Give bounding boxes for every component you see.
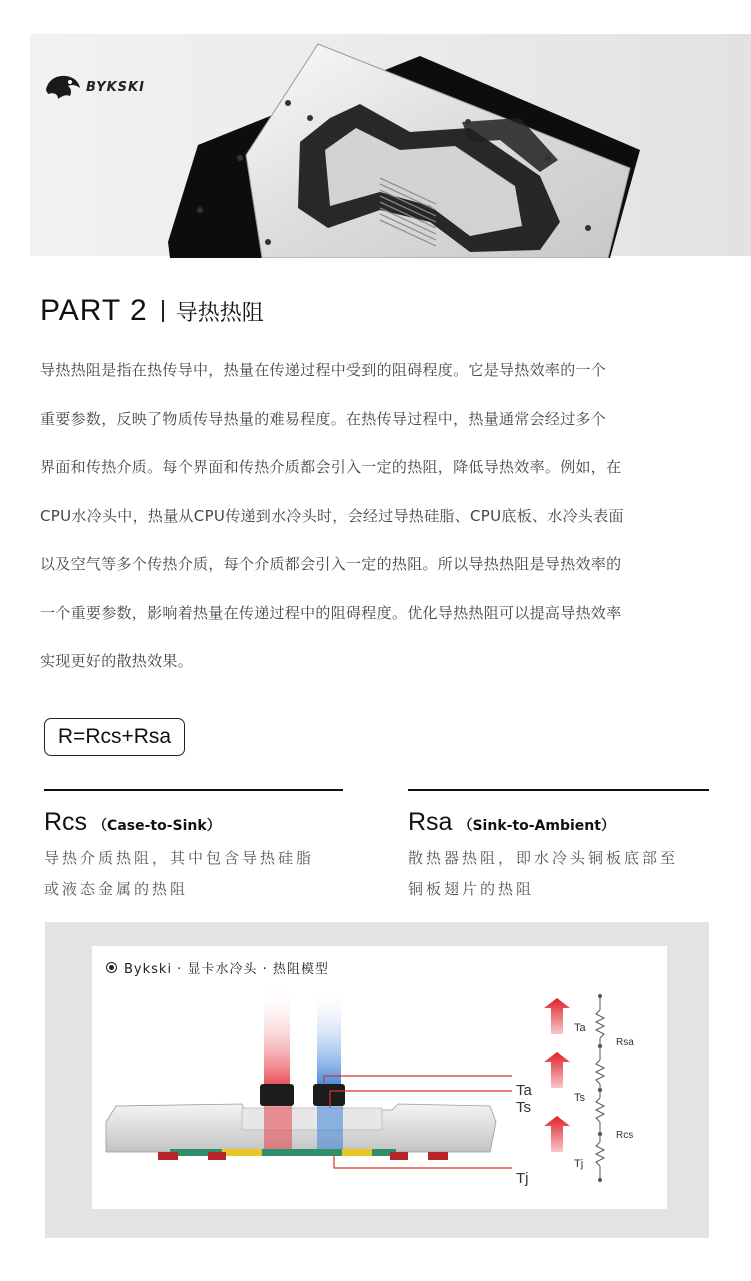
callout-tj: Tj [516, 1170, 529, 1187]
rsa-description [408, 843, 678, 905]
dragon-logo-icon [44, 72, 82, 102]
paragraph-line: 一个重要参数，影响着热量在传递过程中的阻碍程度。优化导热热阻可以提高导热效率 [40, 603, 622, 622]
radio-dot-icon [106, 962, 117, 973]
part-number: PART 2 [40, 294, 148, 327]
rsa-code: Rsa [408, 808, 453, 836]
section-title: 导热热阻 [175, 300, 264, 326]
paragraph-line: 导热热阻是指在热传导中，热量在传递过程中受到的阻碍程度。它是导热效率的一个 [40, 361, 607, 379]
rcs-description-line: 导热介质热阻，其中包含导热硅脂 [44, 849, 315, 867]
rcs-description [44, 843, 314, 905]
model-rsa-label: Rsa [616, 1037, 634, 1048]
waterblock-product-image [0, 0, 751, 258]
heading-divider [162, 300, 164, 322]
paragraph-line: 界面和传热介质。每个界面和传热介质都会引入一定的热阻，降低导热效率。例如，在 [40, 458, 622, 476]
section-heading [40, 294, 264, 328]
divider-rsa [408, 789, 709, 791]
rcs-description-line: 或液态金属的热阻 [44, 880, 189, 898]
diagram-title [106, 958, 329, 977]
callout-ts: Ts [516, 1099, 531, 1116]
thermal-model-card [92, 946, 667, 1209]
brand-logo-text: BYKSKI [86, 79, 145, 95]
rcs-subtitle: （Case-to-Sink） [93, 818, 221, 834]
model-ta-label: Ta [574, 1022, 586, 1034]
paragraph-line: 实现更好的散热效果。 [40, 652, 194, 670]
hero-banner [0, 0, 751, 258]
body-paragraph [40, 346, 724, 686]
diagram-title-text: Bykski · 显卡水冷头 · 热阻模型 [124, 962, 329, 977]
brand-logo [44, 72, 145, 102]
rsa-subtitle: （Sink-to-Ambient） [458, 818, 615, 834]
rsa-description-line: 散热器热阻，即水冷头铜板底部至 [408, 849, 679, 867]
paragraph-line: 重要参数，反映了物质传导热量的难易程度。在热传导过程中，热量通常会经过多个 [40, 409, 607, 428]
model-tj-label: Tj [574, 1158, 584, 1170]
rcs-definition [44, 808, 314, 905]
rcs-code: Rcs [44, 808, 88, 836]
rsa-description-line: 铜板翅片的热阻 [408, 880, 535, 898]
formula-box: R=Rcs+Rsa [44, 718, 185, 756]
divider-rcs [44, 789, 343, 791]
model-ts-label: Ts [574, 1092, 585, 1104]
paragraph-line: 以及空气等多个传热介质，每个介质都会引入一定的热阻。所以导热热阻是导热效率的 [40, 555, 622, 573]
paragraph-line: CPU水冷头中，热量从CPU传递到水冷头时，会经过导热硅脂、CPU底板、水冷头表面 [40, 506, 624, 525]
model-rcs-label: Rcs [616, 1130, 634, 1141]
rsa-definition [408, 808, 678, 905]
callout-ta: Ta [516, 1082, 532, 1099]
